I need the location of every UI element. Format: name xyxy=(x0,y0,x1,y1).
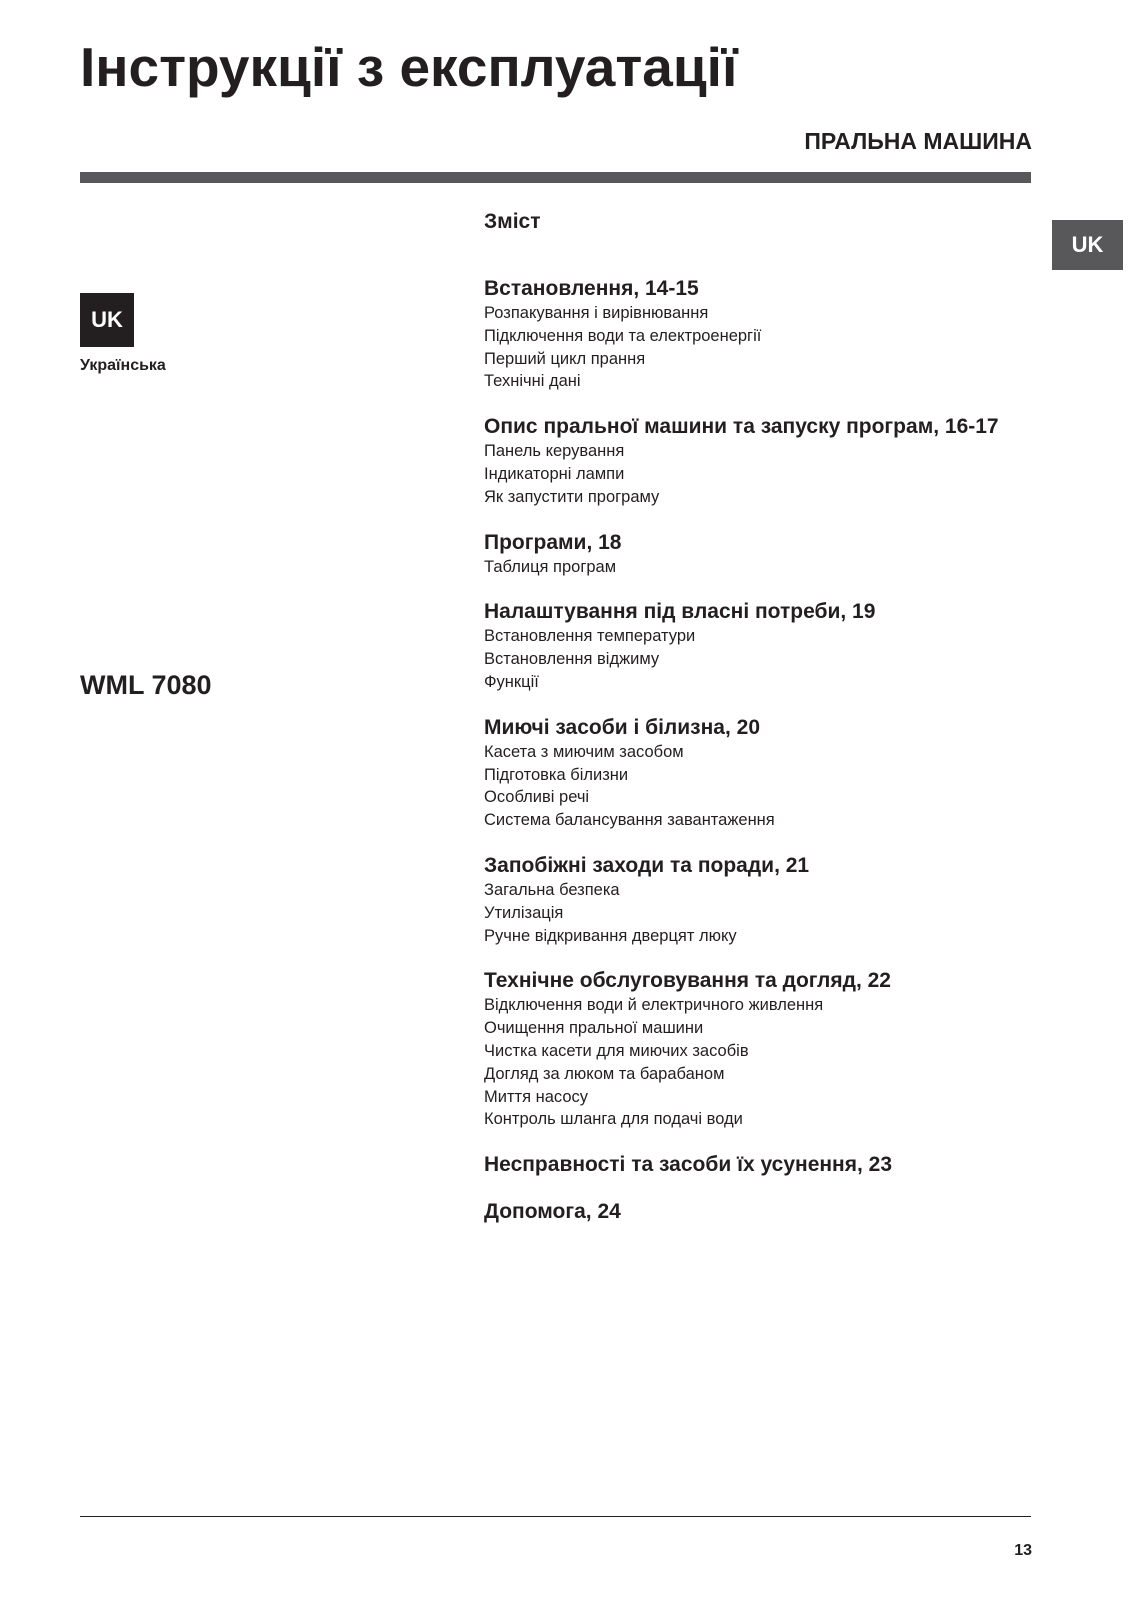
toc-section-heading: Налаштування під власні потреби, 19 xyxy=(484,600,876,624)
toc-item: Встановлення віджиму xyxy=(484,650,660,669)
toc-section xyxy=(484,853,1044,947)
toc-section xyxy=(484,276,1044,393)
toc-item-list xyxy=(484,556,1044,579)
toc-item: Особливі речі xyxy=(484,788,590,807)
toc-title: Зміст xyxy=(484,210,541,233)
toc-section-heading: Допомога, 24 xyxy=(484,1200,621,1224)
header-divider xyxy=(80,172,1031,183)
table-of-contents xyxy=(484,210,1044,1246)
toc-section xyxy=(484,715,1044,832)
toc-section xyxy=(484,1199,1044,1225)
toc-item-list xyxy=(484,879,1044,947)
document-title: Інструкції з експлуатації xyxy=(80,36,738,98)
toc-item: Утилізація xyxy=(484,903,564,922)
toc-item: Чистка касети для миючих засобів xyxy=(484,1041,749,1060)
toc-item-list xyxy=(484,741,1044,832)
toc-item-list xyxy=(484,302,1044,393)
page-number: 13 xyxy=(1014,1542,1032,1559)
toc-item: Відключення води й електричного живлення xyxy=(484,996,824,1015)
toc-section xyxy=(484,1152,1044,1178)
toc-item: Як запустити програму xyxy=(484,487,660,506)
toc-section-heading: Опис пральної машини та запуску програм, 16-17 xyxy=(484,415,999,439)
toc-item: Очищення пральної машини xyxy=(484,1019,704,1038)
toc-item: Миття насосу xyxy=(484,1087,588,1106)
toc-section-heading: Несправності та засоби їх усунення, 23 xyxy=(484,1153,893,1177)
toc-section-heading: Технічне обслуговування та догляд, 22 xyxy=(484,969,891,993)
language-badge: UK xyxy=(80,293,134,347)
toc-sections xyxy=(484,276,1044,1225)
toc-item: Функції xyxy=(484,672,539,691)
toc-item-list xyxy=(484,625,1044,693)
toc-item: Індикаторні лампи xyxy=(484,464,625,483)
toc-item: Панель керування xyxy=(484,442,625,461)
toc-item: Таблиця програм xyxy=(484,557,617,576)
model-name: WML 7080 xyxy=(80,670,212,700)
toc-section xyxy=(484,414,1044,508)
toc-item: Встановлення температури xyxy=(484,627,696,646)
toc-section-heading: Програми, 18 xyxy=(484,530,622,554)
toc-section xyxy=(484,599,1044,693)
toc-item: Касета з миючим засобом xyxy=(484,742,684,761)
toc-section-heading: Запобіжні заходи та поради, 21 xyxy=(484,853,810,877)
toc-item: Технічні дані xyxy=(484,372,581,391)
toc-item: Контроль шланга для подачі води xyxy=(484,1110,743,1129)
document-type: ПРАЛЬНА МАШИНА xyxy=(804,128,1032,154)
toc-section-heading: Встановлення, 14-15 xyxy=(484,277,699,300)
toc-item: Розпакування і вирівнювання xyxy=(484,304,709,322)
toc-item: Підготовка білизни xyxy=(484,765,629,784)
toc-item-list xyxy=(484,440,1044,508)
toc-item: Підключення води та електроенергії xyxy=(484,326,762,345)
toc-item: Ручне відкривання дверцят люку xyxy=(484,926,737,945)
toc-item-list xyxy=(484,994,1044,1131)
language-edge-tab: UK xyxy=(1052,220,1123,270)
language-name: Українська xyxy=(80,357,166,374)
footer-divider xyxy=(80,1516,1031,1517)
toc-section xyxy=(484,968,1044,1131)
toc-item: Загальна безпека xyxy=(484,880,620,899)
toc-item: Перший цикл прання xyxy=(484,349,646,368)
toc-item: Догляд за люком та барабаном xyxy=(484,1064,725,1083)
toc-section xyxy=(484,530,1044,579)
toc-item: Система балансування завантаження xyxy=(484,811,775,830)
toc-section-heading: Миючі засоби і білизна, 20 xyxy=(484,715,761,739)
